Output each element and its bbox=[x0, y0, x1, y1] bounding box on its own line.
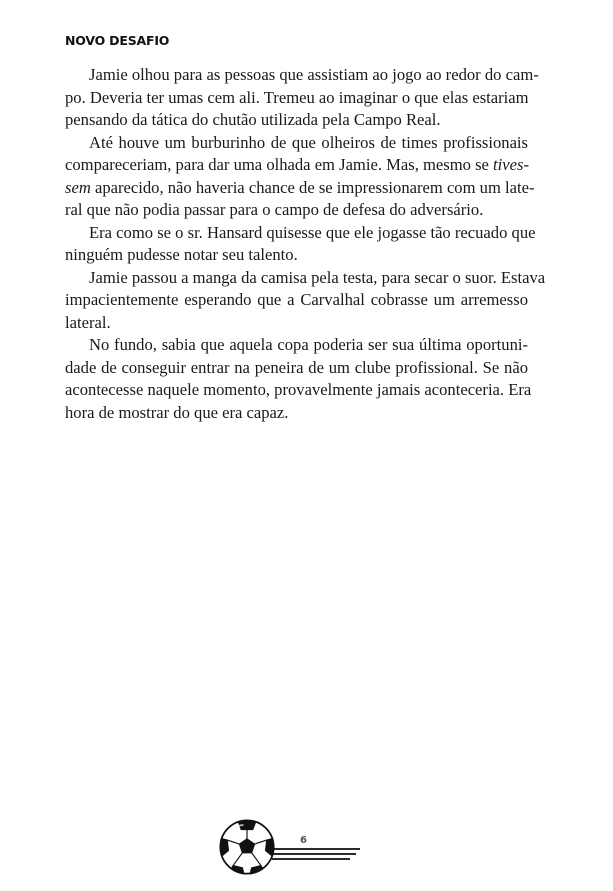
text-line: acontecesse naquele momento, provavelmente jamais aconteceria. Era bbox=[65, 380, 532, 399]
italic-word: sem bbox=[65, 177, 91, 197]
text-line: sem aparecido, não haveria chance de se impressionarem com um late- bbox=[65, 177, 535, 197]
italic-word: tives- bbox=[493, 155, 529, 174]
text-line: po. Deveria ter umas cem ali. Tremeu ao imaginar o que elas estariam bbox=[65, 87, 529, 107]
text-line: ninguém pudesse notar seu talento. bbox=[65, 245, 298, 264]
footer-rule bbox=[272, 858, 350, 860]
text-line: Era como se o sr. Hansard quisesse que ele jogasse tão recuado que bbox=[89, 222, 536, 242]
page-number: 6 bbox=[300, 835, 307, 846]
soccer-ball-icon bbox=[218, 818, 276, 876]
text-line: ral que não podia passar para o campo de defesa do adversário. bbox=[65, 200, 484, 219]
footer-rule bbox=[262, 848, 360, 850]
text-line: Jamie passou a manga da camisa pela testa, para secar o suor. Estava bbox=[89, 267, 546, 287]
text-line: impacientemente esperando que a Carvalhal cobrasse um arremesso bbox=[65, 290, 528, 309]
text-line: Jamie olhou para as pessoas que assistiam ao jogo ao redor do cam- bbox=[89, 65, 539, 84]
text-line: dade de conseguir entrar na peneira de um clube profissional. Se não bbox=[65, 357, 528, 377]
text-line: hora de mostrar do que era capaz. bbox=[65, 402, 289, 422]
running-head: NOVO DESAFIO bbox=[65, 33, 170, 48]
chapter-text bbox=[65, 64, 546, 424]
text-line: pensando da tática do chutão utilizada pela Campo Real. bbox=[65, 110, 441, 129]
footer-rule bbox=[268, 853, 356, 855]
text-line: Até houve um burburinho de que olheiros de times profissionais bbox=[89, 132, 528, 152]
text-line: No fundo, sabia que aquela copa poderia ser sua última oportuni- bbox=[89, 335, 528, 354]
text-line: lateral. bbox=[65, 312, 111, 332]
text-line: compareceriam, para dar uma olhada em Jamie. Mas, mesmo se tives- bbox=[65, 155, 529, 174]
